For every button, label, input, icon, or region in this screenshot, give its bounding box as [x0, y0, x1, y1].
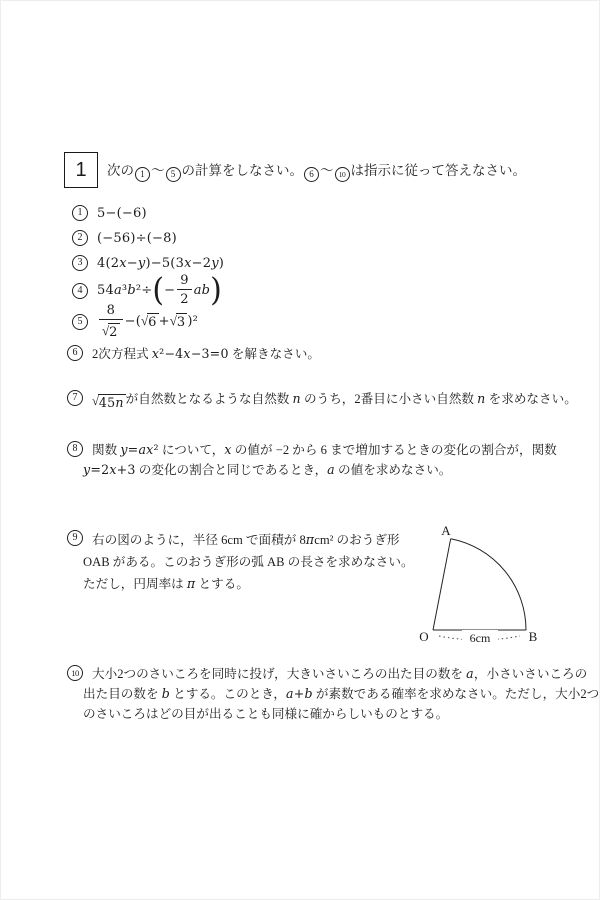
sector-arc [451, 539, 526, 630]
problem-10-text-line3: のさいころはどの目が出ることも同様に確からしいものとする。 [83, 707, 449, 721]
problem-6-text: 2次方程式 x²−4x−3=0 を解きなさい。 [92, 346, 320, 361]
problem-3 [72, 254, 224, 272]
problem-10-text-line2: 出た目の数を b とする。このとき，a+b が素数である確率を求めなさい。ただし，大小2つ [83, 686, 600, 701]
problem-9-text-line2: OAB がある。このおうぎ形の弧 AB の長さを求めなさい。 [83, 554, 414, 569]
problem-2 [72, 229, 177, 247]
problem-4-expression: 54a³b²÷ ( − $\frac{9}{2}$ ab ) [97, 271, 222, 309]
problem-1-expression: 5−(−6) [97, 206, 147, 221]
vertex-label-b: B [528, 629, 538, 644]
problem-10 [67, 664, 599, 724]
problem-7 [67, 389, 577, 411]
radius-oa [433, 539, 451, 630]
problem-8 [67, 440, 557, 480]
problem-10-text-line1: 大小2つのさいころを同時に投げ，大きいさいころの出た目の数を a，小さいさいころの [92, 666, 588, 681]
problem-5-number: 5 [72, 314, 88, 330]
problem-9-text-line3: ただし，円周率は π とする。 [83, 576, 249, 591]
problem-7-number: 7 [67, 390, 83, 406]
problem-6-number: 6 [67, 345, 83, 361]
vertex-label-a: A [441, 523, 451, 538]
problem-5 [72, 303, 198, 340]
problem-2-expression: (−56)÷(−8) [97, 231, 177, 246]
vertex-label-o: O [419, 629, 429, 644]
problem-8-text-line2: y=2x+3 の変化の割合と同じであるとき，a の値を求めなさい。 [83, 462, 452, 477]
problem-3-expression: 4(2x−y)−5(3x−2y) [97, 256, 225, 271]
problem-10-number: 10 [67, 665, 83, 681]
problem-5-expression: 8 √ 2 −( √ 6 + √ 3 )² [88, 303, 198, 340]
problem-8-number: 8 [67, 441, 83, 457]
section-instruction: 次の 1 ～ 5 の計算をしなさい。 6 ～ 10 は指示に従って答えなさい。 [107, 161, 526, 182]
problem-9 [67, 529, 414, 596]
problem-7-text: √ 45n が自然数となるような自然数 n のうち，2番目に小さい自然数 n を求めなさい。 [92, 391, 577, 410]
section-number-box [64, 152, 98, 188]
problem-1-number: 1 [72, 205, 88, 221]
problem-2-number: 2 [72, 230, 88, 246]
problem-9-text-line1: 右の図のように，半径 6cm で面積が 8πcm² のおうぎ形 [92, 532, 400, 547]
problem-9-number: 9 [67, 530, 83, 546]
section-number: 1 [75, 158, 87, 181]
sector-figure [410, 516, 560, 651]
problem-1 [72, 204, 147, 222]
problem-4-number: 4 [72, 283, 88, 299]
problem-6 [67, 344, 320, 364]
problem-8-text-line1: 関数 y=ax² について，x の値が −2 から 6 まで増加するときの変化の割合が，関数 [92, 442, 557, 457]
dimension-label: 6cm [469, 631, 491, 645]
problem-4 [72, 273, 222, 307]
problem-3-number: 3 [72, 255, 88, 271]
